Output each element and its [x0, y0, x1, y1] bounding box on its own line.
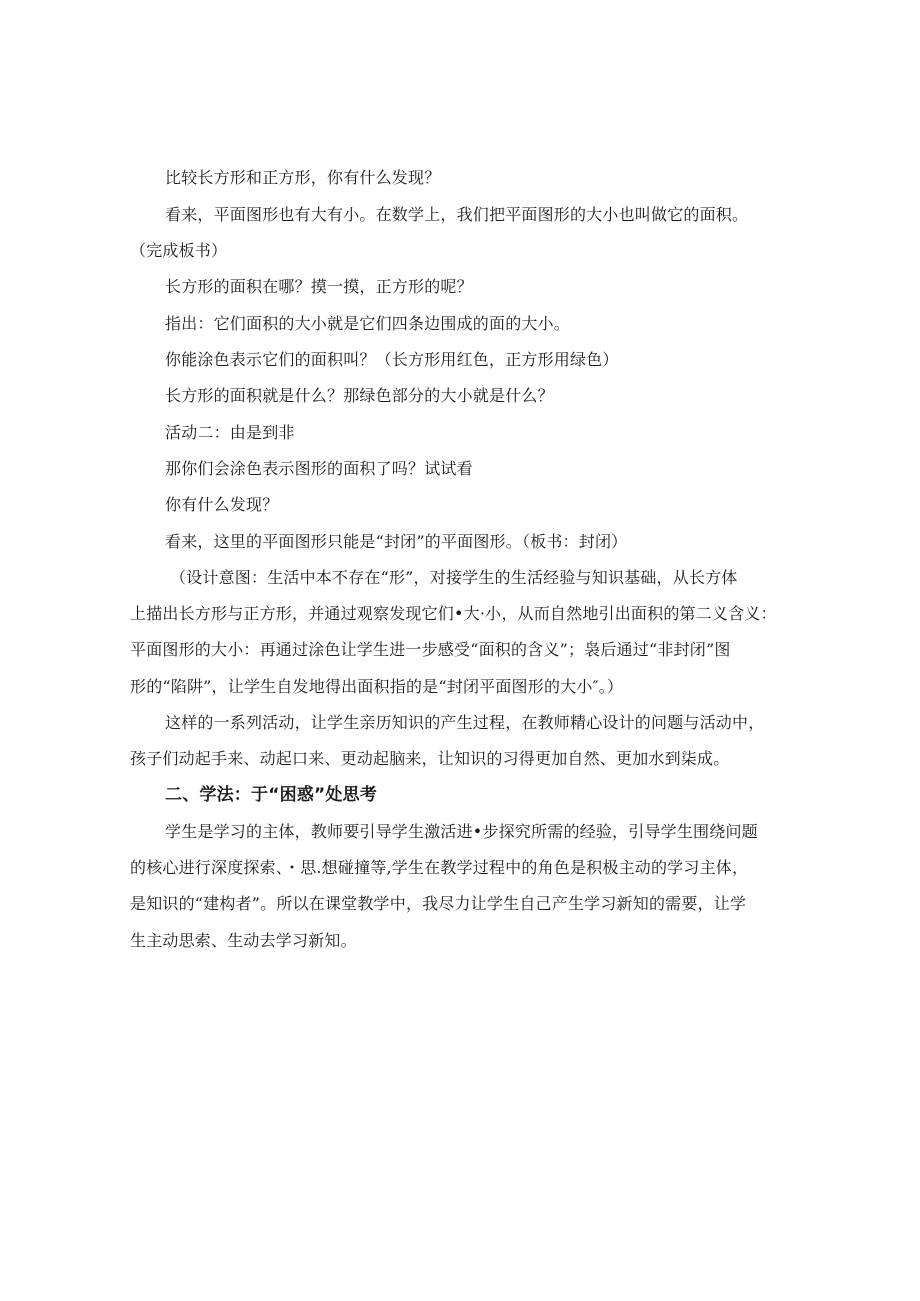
- paragraph-line: 孩子们动起手来、动起口来、更动起脑来，让知识的习得更加自然、更加水到柒成。: [130, 749, 730, 768]
- paragraph-line: 那你们会涂色表示图形的面积了吗？试试看: [165, 459, 473, 478]
- paragraph-line: 你能涂色表示它们的面积叫？（长方形用红色，正方形用绿色）: [165, 350, 619, 369]
- paragraph-line: 活动二：由是到非: [165, 423, 295, 442]
- paragraph-line: 这样的一系列活动，让学生亲历知识的产生过程，在教师精心设计的问题与活动中，: [165, 713, 765, 732]
- paragraph-line: 长方形的面积就是什么？那绿色部分的大小就是什么？: [165, 386, 554, 405]
- paragraph-line: （完成板书）: [130, 241, 228, 260]
- paragraph-line: 的核心进行深度探索、・思.想碰撞等,学生在教学过程中的角色是积极主动的学习主体，: [130, 858, 749, 877]
- design-note-line: 平面图形的大小：再通过涂色让学生进一步感受“面积的含义”；袅后通过“非封闭”图: [130, 640, 731, 659]
- paragraph-line: 指出：它们面积的大小就是它们四条边围成的面的大小。: [165, 314, 571, 333]
- paragraph-line: 看来，平面图形也有大有小。在数学上，我们把平面图形的大小也叫做它的面积。: [165, 205, 749, 224]
- design-note-line: 上描出长方形与正方形，并通过观察发现它们•大·小，从而自然地引出面积的第二义含义：: [130, 604, 777, 623]
- section-heading: 二、学法：于“困惑”处思考: [165, 785, 377, 805]
- paragraph-line: 看来，这里的平面图形只能是“封闭”的平面图形。（板书：封闭）: [165, 532, 628, 551]
- design-note-line: 形的“陷阱”，让学生自发地得出面积指的是“封闭平面图形的大小″。）: [130, 677, 624, 696]
- paragraph-line: 生主动思索、生动去学习新知。: [130, 931, 357, 950]
- paragraph-line: 比较长方形和正方形，你有什么发现？: [165, 168, 441, 187]
- design-note-line: （设计意图：生活中本不存在“形”，对接学生的生活经验与知识基础，从长方体: [170, 568, 738, 587]
- paragraph-line: 是知识的“建构者”。所以在课堂教学中，我尽力让学生自己产生学习新知的需要，让学: [130, 894, 747, 913]
- paragraph-line: 学生是学习的主体，教师要引导学生激活进•步探究所需的经验，引导学生围绕问题: [165, 822, 758, 841]
- paragraph-line: 你有什么发现？: [165, 495, 279, 514]
- paragraph-line: 长方形的面积在哪？摸一摸，正方形的呢？: [165, 277, 473, 296]
